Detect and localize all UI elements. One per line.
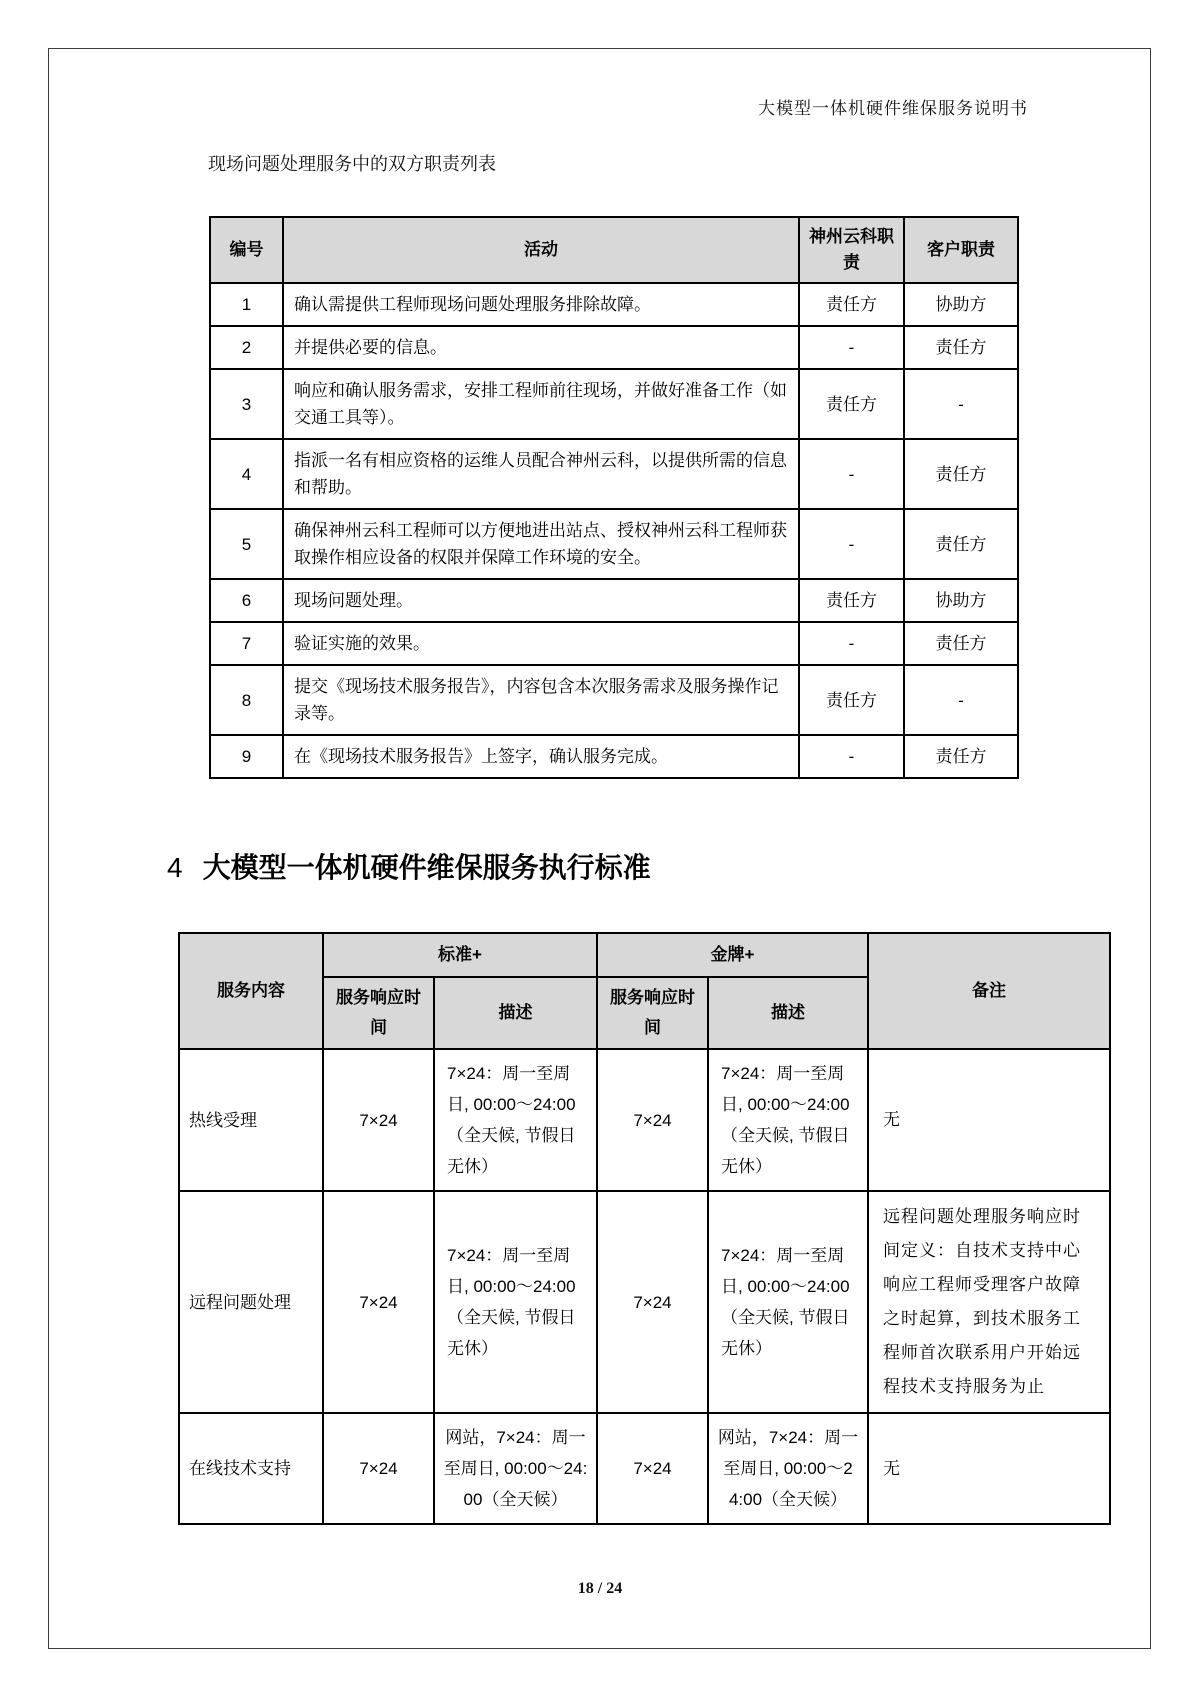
row-standard-description: 网站，7×24：周一至周日, 00:00～24:00（全天候） [434,1413,597,1524]
col-header-response-time-standard: 服务响应时间 [323,977,434,1049]
row-gold-description: 7×24：周一至周日, 00:00～24:00（全天候, 节假日无休） [708,1049,868,1191]
section-title: 大模型一体机硬件维保服务执行标准 [202,852,651,883]
row-standard-time: 7×24 [323,1191,434,1413]
row-standard-time: 7×24 [323,1049,434,1191]
col-header-vendor: 神州云科职责 [799,217,904,283]
row-remark: 无 [868,1049,1110,1191]
intro-text: 现场问题处理服务中的双方职责列表 [208,154,496,174]
row-id: 6 [210,579,283,622]
table-header-row [210,217,1018,283]
row-vendor: 责任方 [799,579,904,622]
col-header-description-standard: 描述 [434,977,597,1049]
row-vendor: - [799,439,904,509]
section-number: 4 [167,852,183,883]
row-gold-description: 网站，7×24：周一至周日, 00:00～24:00（全天候） [708,1413,868,1524]
table-row [210,509,1018,579]
row-gold-description: 7×24：周一至周日, 00:00～24:00（全天候, 节假日无休） [708,1191,868,1413]
document-header-title: 大模型一体机硬件维保服务说明书 [758,99,1028,118]
group-header-gold: 金牌+ [597,933,868,977]
col-header-customer: 客户职责 [904,217,1018,283]
sla-row [179,1049,1110,1191]
row-activity: 确保神州云科工程师可以方便地进出站点、授权神州云科工程师获取操作相应设备的权限并保障工作环境的安全。 [283,509,799,579]
row-vendor: 责任方 [799,665,904,735]
row-customer: 协助方 [904,579,1018,622]
row-id: 2 [210,326,283,369]
row-service: 远程问题处理 [179,1191,323,1413]
row-activity: 验证实施的效果。 [283,622,799,665]
col-header-activity: 活动 [283,217,799,283]
row-vendor: - [799,735,904,778]
table-row [210,369,1018,439]
table-row [210,579,1018,622]
sla-table [178,932,1111,1525]
col-header-id: 编号 [210,217,283,283]
row-customer: 责任方 [904,439,1018,509]
row-customer: 协助方 [904,283,1018,326]
table-row [210,439,1018,509]
row-vendor: 责任方 [799,369,904,439]
row-customer: - [904,665,1018,735]
col-header-remark: 备注 [868,933,1110,1049]
row-activity: 在《现场技术服务报告》上签字，确认服务完成。 [283,735,799,778]
row-remark: 无 [868,1413,1110,1524]
table-row [210,665,1018,735]
row-standard-description: 7×24：周一至周日, 00:00～24:00（全天候, 节假日无休） [434,1049,597,1191]
group-header-standard: 标准+ [323,933,597,977]
col-header-description-gold: 描述 [708,977,868,1049]
table-row [210,622,1018,665]
row-activity: 并提供必要的信息。 [283,326,799,369]
row-customer: - [904,369,1018,439]
row-gold-time: 7×24 [597,1413,708,1524]
page-number: 18 / 24 [577,1580,623,1597]
row-gold-time: 7×24 [597,1049,708,1191]
row-gold-time: 7×24 [597,1191,708,1413]
row-activity: 响应和确认服务需求，安排工程师前往现场，并做好准备工作（如交通工具等）。 [283,369,799,439]
sla-header-group-row [179,933,1110,977]
row-id: 1 [210,283,283,326]
row-activity: 现场问题处理。 [283,579,799,622]
section-heading [167,846,651,886]
row-id: 3 [210,369,283,439]
row-standard-time: 7×24 [323,1413,434,1524]
row-activity: 提交《现场技术服务报告》，内容包含本次服务需求及服务操作记录等。 [283,665,799,735]
row-customer: 责任方 [904,509,1018,579]
col-header-response-time-gold: 服务响应时间 [597,977,708,1049]
sla-row [179,1413,1110,1524]
row-vendor: - [799,622,904,665]
row-customer: 责任方 [904,622,1018,665]
row-remark: 远程问题处理服务响应时间定义：自技术支持中心响应工程师受理客户故障之时起算，到技术服务工程师首次联系用户开始远程技术支持服务为止 [868,1191,1110,1413]
row-id: 8 [210,665,283,735]
row-vendor: 责任方 [799,283,904,326]
row-customer: 责任方 [904,735,1018,778]
row-id: 7 [210,622,283,665]
responsibility-table [209,216,1019,779]
row-service: 在线技术支持 [179,1413,323,1524]
row-id: 9 [210,735,283,778]
table-row [210,283,1018,326]
row-activity: 指派一名有相应资格的运维人员配合神州云科，以提供所需的信息和帮助。 [283,439,799,509]
table-row [210,326,1018,369]
row-service: 热线受理 [179,1049,323,1191]
row-id: 5 [210,509,283,579]
table-row [210,735,1018,778]
col-header-service: 服务内容 [179,933,323,1049]
row-vendor: - [799,326,904,369]
row-customer: 责任方 [904,326,1018,369]
row-standard-description: 7×24：周一至周日, 00:00～24:00（全天候, 节假日无休） [434,1191,597,1413]
row-id: 4 [210,439,283,509]
row-activity: 确认需提供工程师现场问题处理服务排除故障。 [283,283,799,326]
sla-row [179,1191,1110,1413]
row-vendor: - [799,509,904,579]
